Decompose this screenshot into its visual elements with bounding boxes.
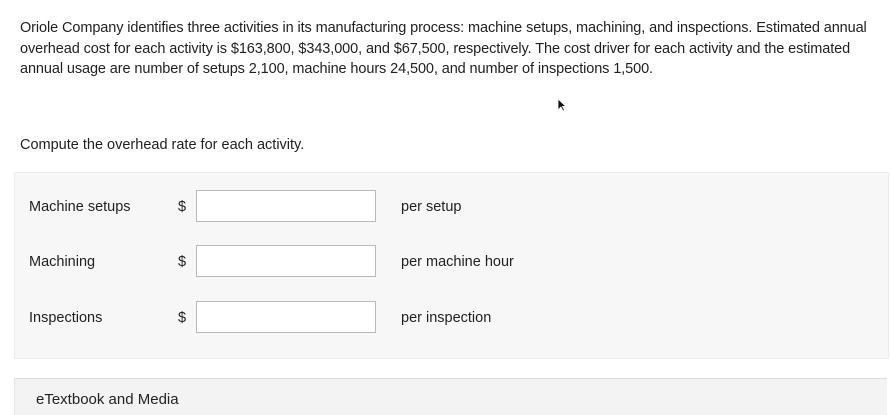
- etextbook-media-label: eTextbook and Media: [36, 391, 179, 408]
- question-text: Oriole Company identifies three activities in its manufacturing process: machine setups, machining, and inspections. Estimated annual overhead cost for each activity is $163,800, $343,000, and $67,500, respectively. The cost driver for each activity and the estimated annual usage are number of setups 2,100, machine hours 24,500, and number of inspections 1,500.: [20, 20, 867, 77]
- dollar-sign: $: [178, 254, 187, 270]
- machining-label: Machining: [29, 254, 96, 270]
- row-machining: [15, 245, 888, 279]
- inspections-rate-input[interactable]: [196, 301, 376, 333]
- mouse-pointer-icon: [557, 98, 567, 112]
- machine-setups-rate-input[interactable]: [196, 190, 376, 222]
- inspections-unit: per inspection: [401, 310, 492, 326]
- etextbook-media-section[interactable]: [14, 378, 887, 415]
- machining-rate-input[interactable]: [196, 245, 376, 277]
- machine-setups-unit: per setup: [401, 199, 462, 215]
- dollar-sign: $: [178, 199, 187, 215]
- dollar-sign: $: [178, 310, 187, 326]
- inspections-label: Inspections: [29, 310, 103, 326]
- row-inspections: [15, 301, 888, 335]
- answer-panel: [14, 172, 889, 359]
- instruction-text: Compute the overhead rate for each activity.: [20, 137, 305, 153]
- machining-unit: per machine hour: [401, 254, 514, 270]
- row-machine-setups: [15, 190, 888, 224]
- machine-setups-label: Machine setups: [29, 199, 131, 215]
